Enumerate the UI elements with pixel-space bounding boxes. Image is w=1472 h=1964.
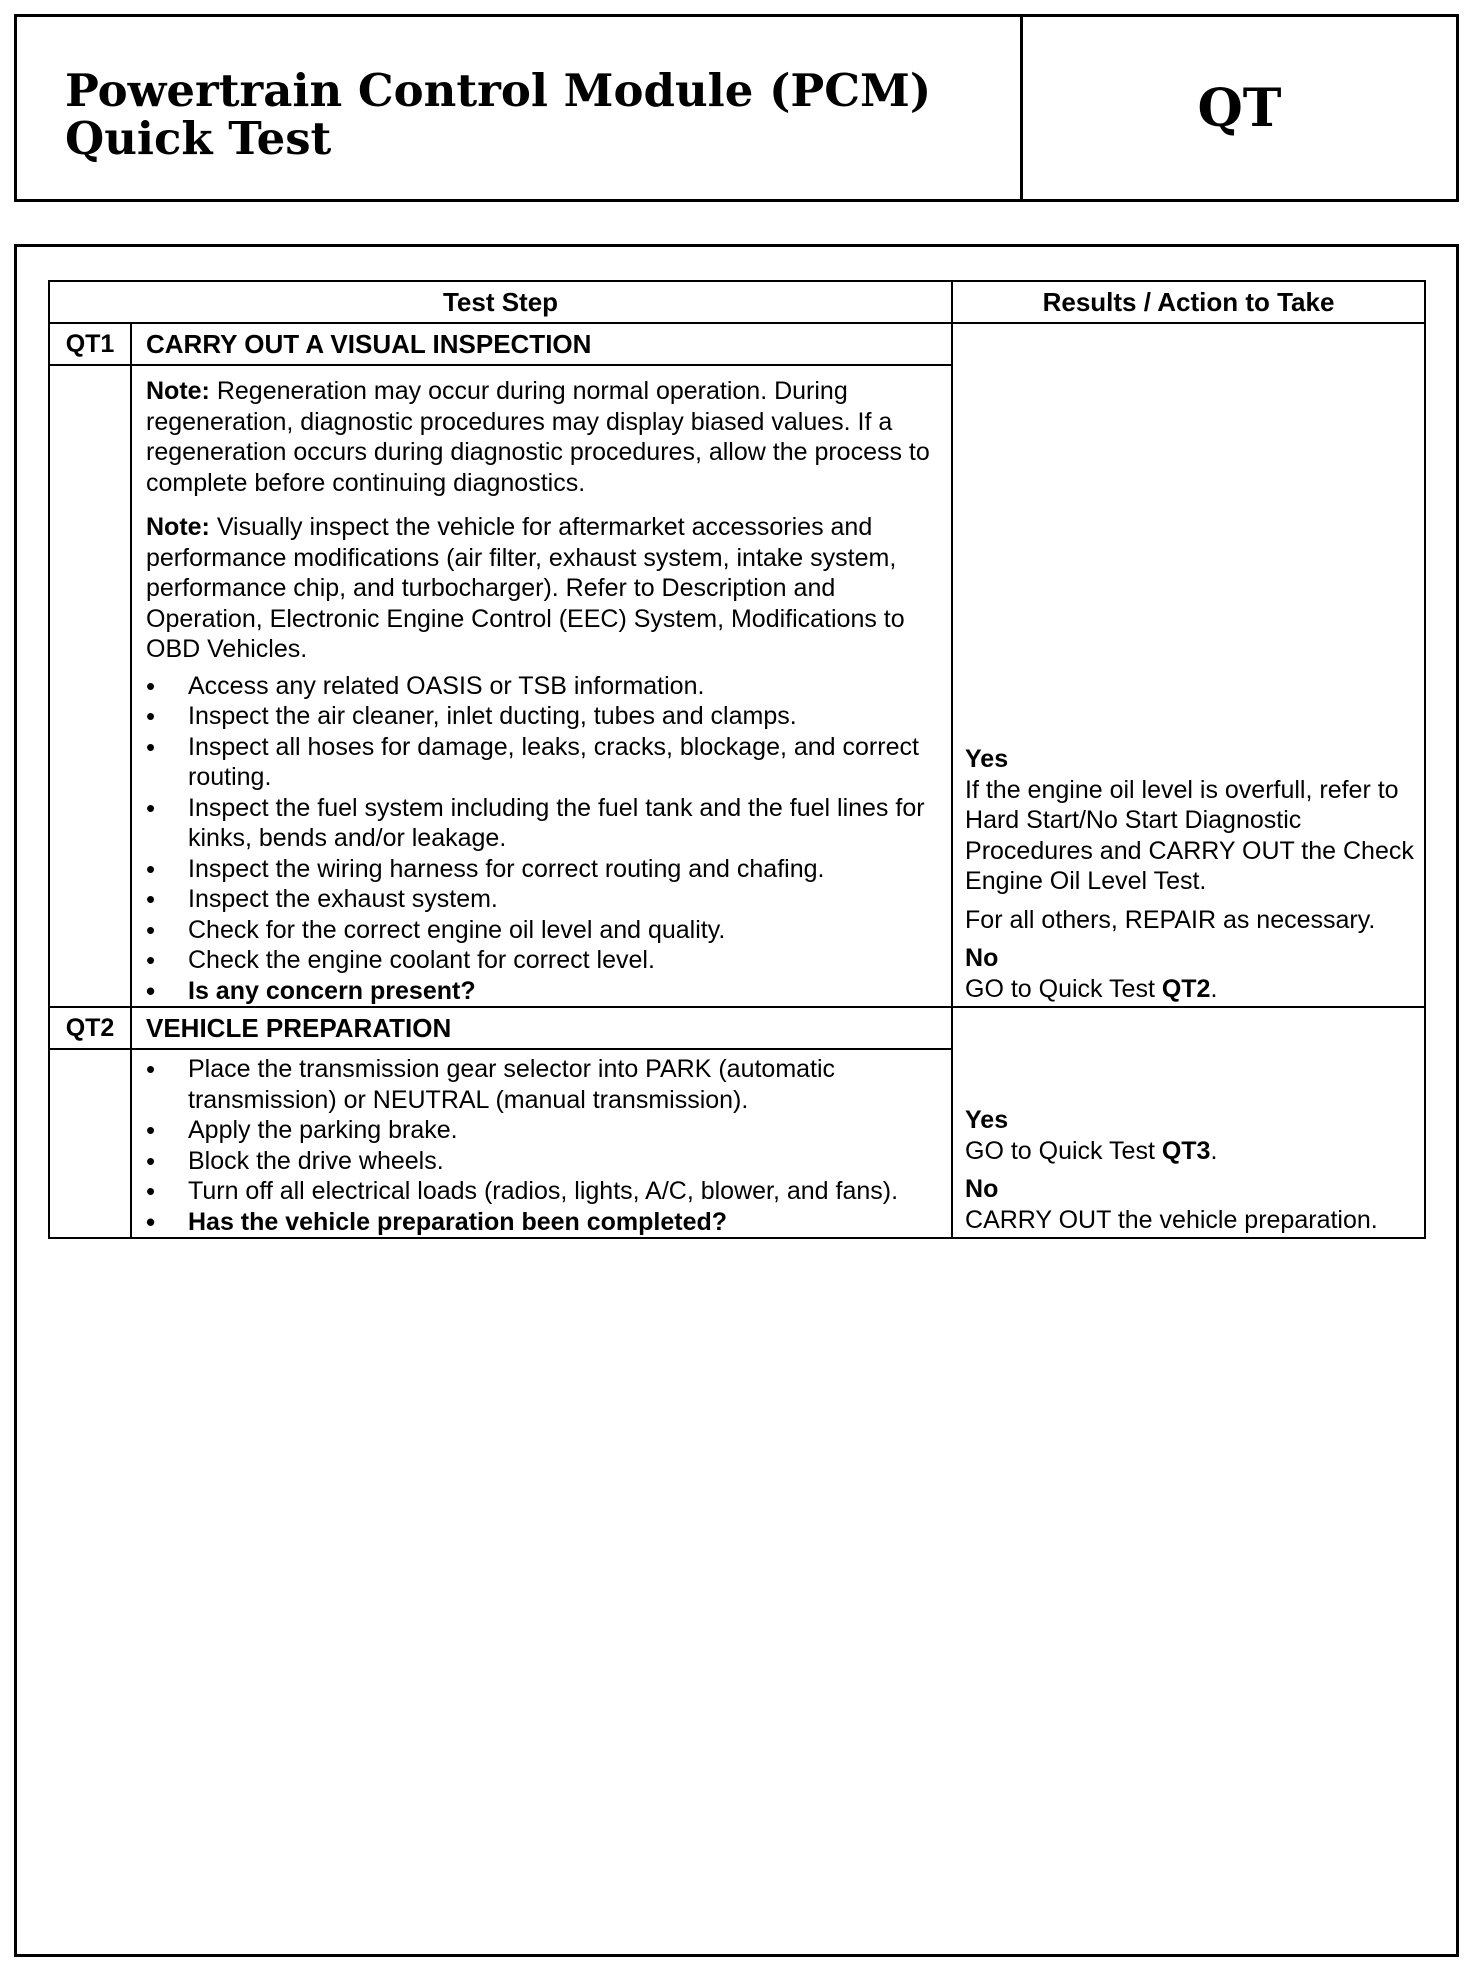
note-label: Note: (146, 513, 210, 541)
column-header-results: Results / Action to Take (952, 281, 1425, 323)
result-no-action: GO to Quick Test (965, 974, 1162, 1003)
result-no-label: No (965, 1175, 999, 1203)
step-title: VEHICLE PREPARATION (131, 1007, 952, 1049)
result-no-text: CARRY OUT the vehicle preparation. (965, 1205, 1378, 1234)
column-header-test-step: Test Step (49, 281, 952, 323)
list-item: • Inspect the wiring harness for correct routing and chafing. (146, 854, 941, 885)
list-item: • Inspect the fuel system including the fuel tank and the fuel lines for kinks, bends and/or leakage. (146, 793, 941, 854)
result-no-label: No (965, 944, 999, 972)
result-yes-label: Yes (965, 745, 1009, 773)
list-item: • Block the drive wheels. (146, 1146, 941, 1177)
result-yes-text: If the engine oil level is overfull, refer to Hard Start/No Start Diagnostic Procedures and CARRY OUT the Check Engine Oil Level Test. (965, 775, 1414, 895)
note-label: Note: (146, 377, 210, 405)
step-id-spacer (49, 1049, 131, 1238)
list-item: • Inspect the air cleaner, inlet ducting, tubes and clamps. (146, 701, 941, 732)
note (146, 512, 941, 665)
step-id-spacer (49, 365, 131, 1007)
result-yes-action: GO to Quick Test (965, 1136, 1162, 1165)
list-item: • Access any related OASIS or TSB information. (146, 671, 941, 702)
step-question: • Is any concern present? (146, 976, 941, 1007)
page-title-line2: Quick Test (65, 112, 332, 165)
result-yes-label: Yes (965, 1106, 1009, 1134)
step-title-row (49, 323, 1425, 365)
check-list (146, 1054, 941, 1237)
list-item: • Check the engine coolant for correct level. (146, 945, 941, 976)
note (146, 376, 941, 498)
page-title-line1: Powertrain Control Module (PCM) (65, 64, 932, 117)
step-results (952, 323, 1425, 1007)
step-title: CARRY OUT A VISUAL INSPECTION (131, 323, 952, 365)
step-id: QT1 (49, 323, 131, 365)
step-results (952, 1007, 1425, 1238)
list-item: • Check for the correct engine oil level and quality. (146, 915, 941, 946)
step-body (131, 1049, 952, 1238)
result-no-text (965, 974, 1416, 1005)
result-yes-text-2: For all others, REPAIR as necessary. (965, 905, 1376, 934)
result-no-end: . (1210, 974, 1218, 1003)
page-header (14, 14, 1459, 202)
step-body (131, 365, 952, 1007)
result-no-ref: QT2 (1161, 974, 1211, 1003)
list-item: • Apply the parking brake. (146, 1115, 941, 1146)
note-text: Visually inspect the vehicle for aftermarket accessories and performance modifications (air filter, exhaust system, intake system, performance chip, and turbocharger). Refer to Description and Operation, Electronic Engine Control (EEC) System, Modifications to OBD Vehicles. (146, 513, 905, 663)
result-yes-end: . (1210, 1136, 1218, 1165)
result-yes-text (965, 1136, 1416, 1167)
section-code: QT (1197, 77, 1282, 139)
list-item: • Turn off all electrical loads (radios, lights, A/C, blower, and fans). (146, 1176, 941, 1207)
result-yes-ref: QT3 (1161, 1136, 1211, 1165)
page-title (17, 17, 1023, 199)
test-step-table (48, 280, 1426, 1239)
note-text: Regeneration may occur during normal operation. During regeneration, diagnostic procedures may display biased values. If a regeneration occurs during diagnostic procedures, allow the process to complete before continuing diagnostics. (146, 377, 930, 497)
list-item: • Place the transmission gear selector into PARK (automatic transmission) or NEUTRAL (manual transmission). (146, 1054, 941, 1115)
list-item: • Inspect all hoses for damage, leaks, cracks, blockage, and correct routing. (146, 732, 941, 793)
list-item: • Inspect the exhaust system. (146, 884, 941, 915)
step-id: QT2 (49, 1007, 131, 1049)
table-header-row (49, 281, 1425, 323)
step-question: • Has the vehicle preparation been completed? (146, 1207, 941, 1238)
check-list (146, 671, 941, 1007)
step-title-row (49, 1007, 1425, 1049)
